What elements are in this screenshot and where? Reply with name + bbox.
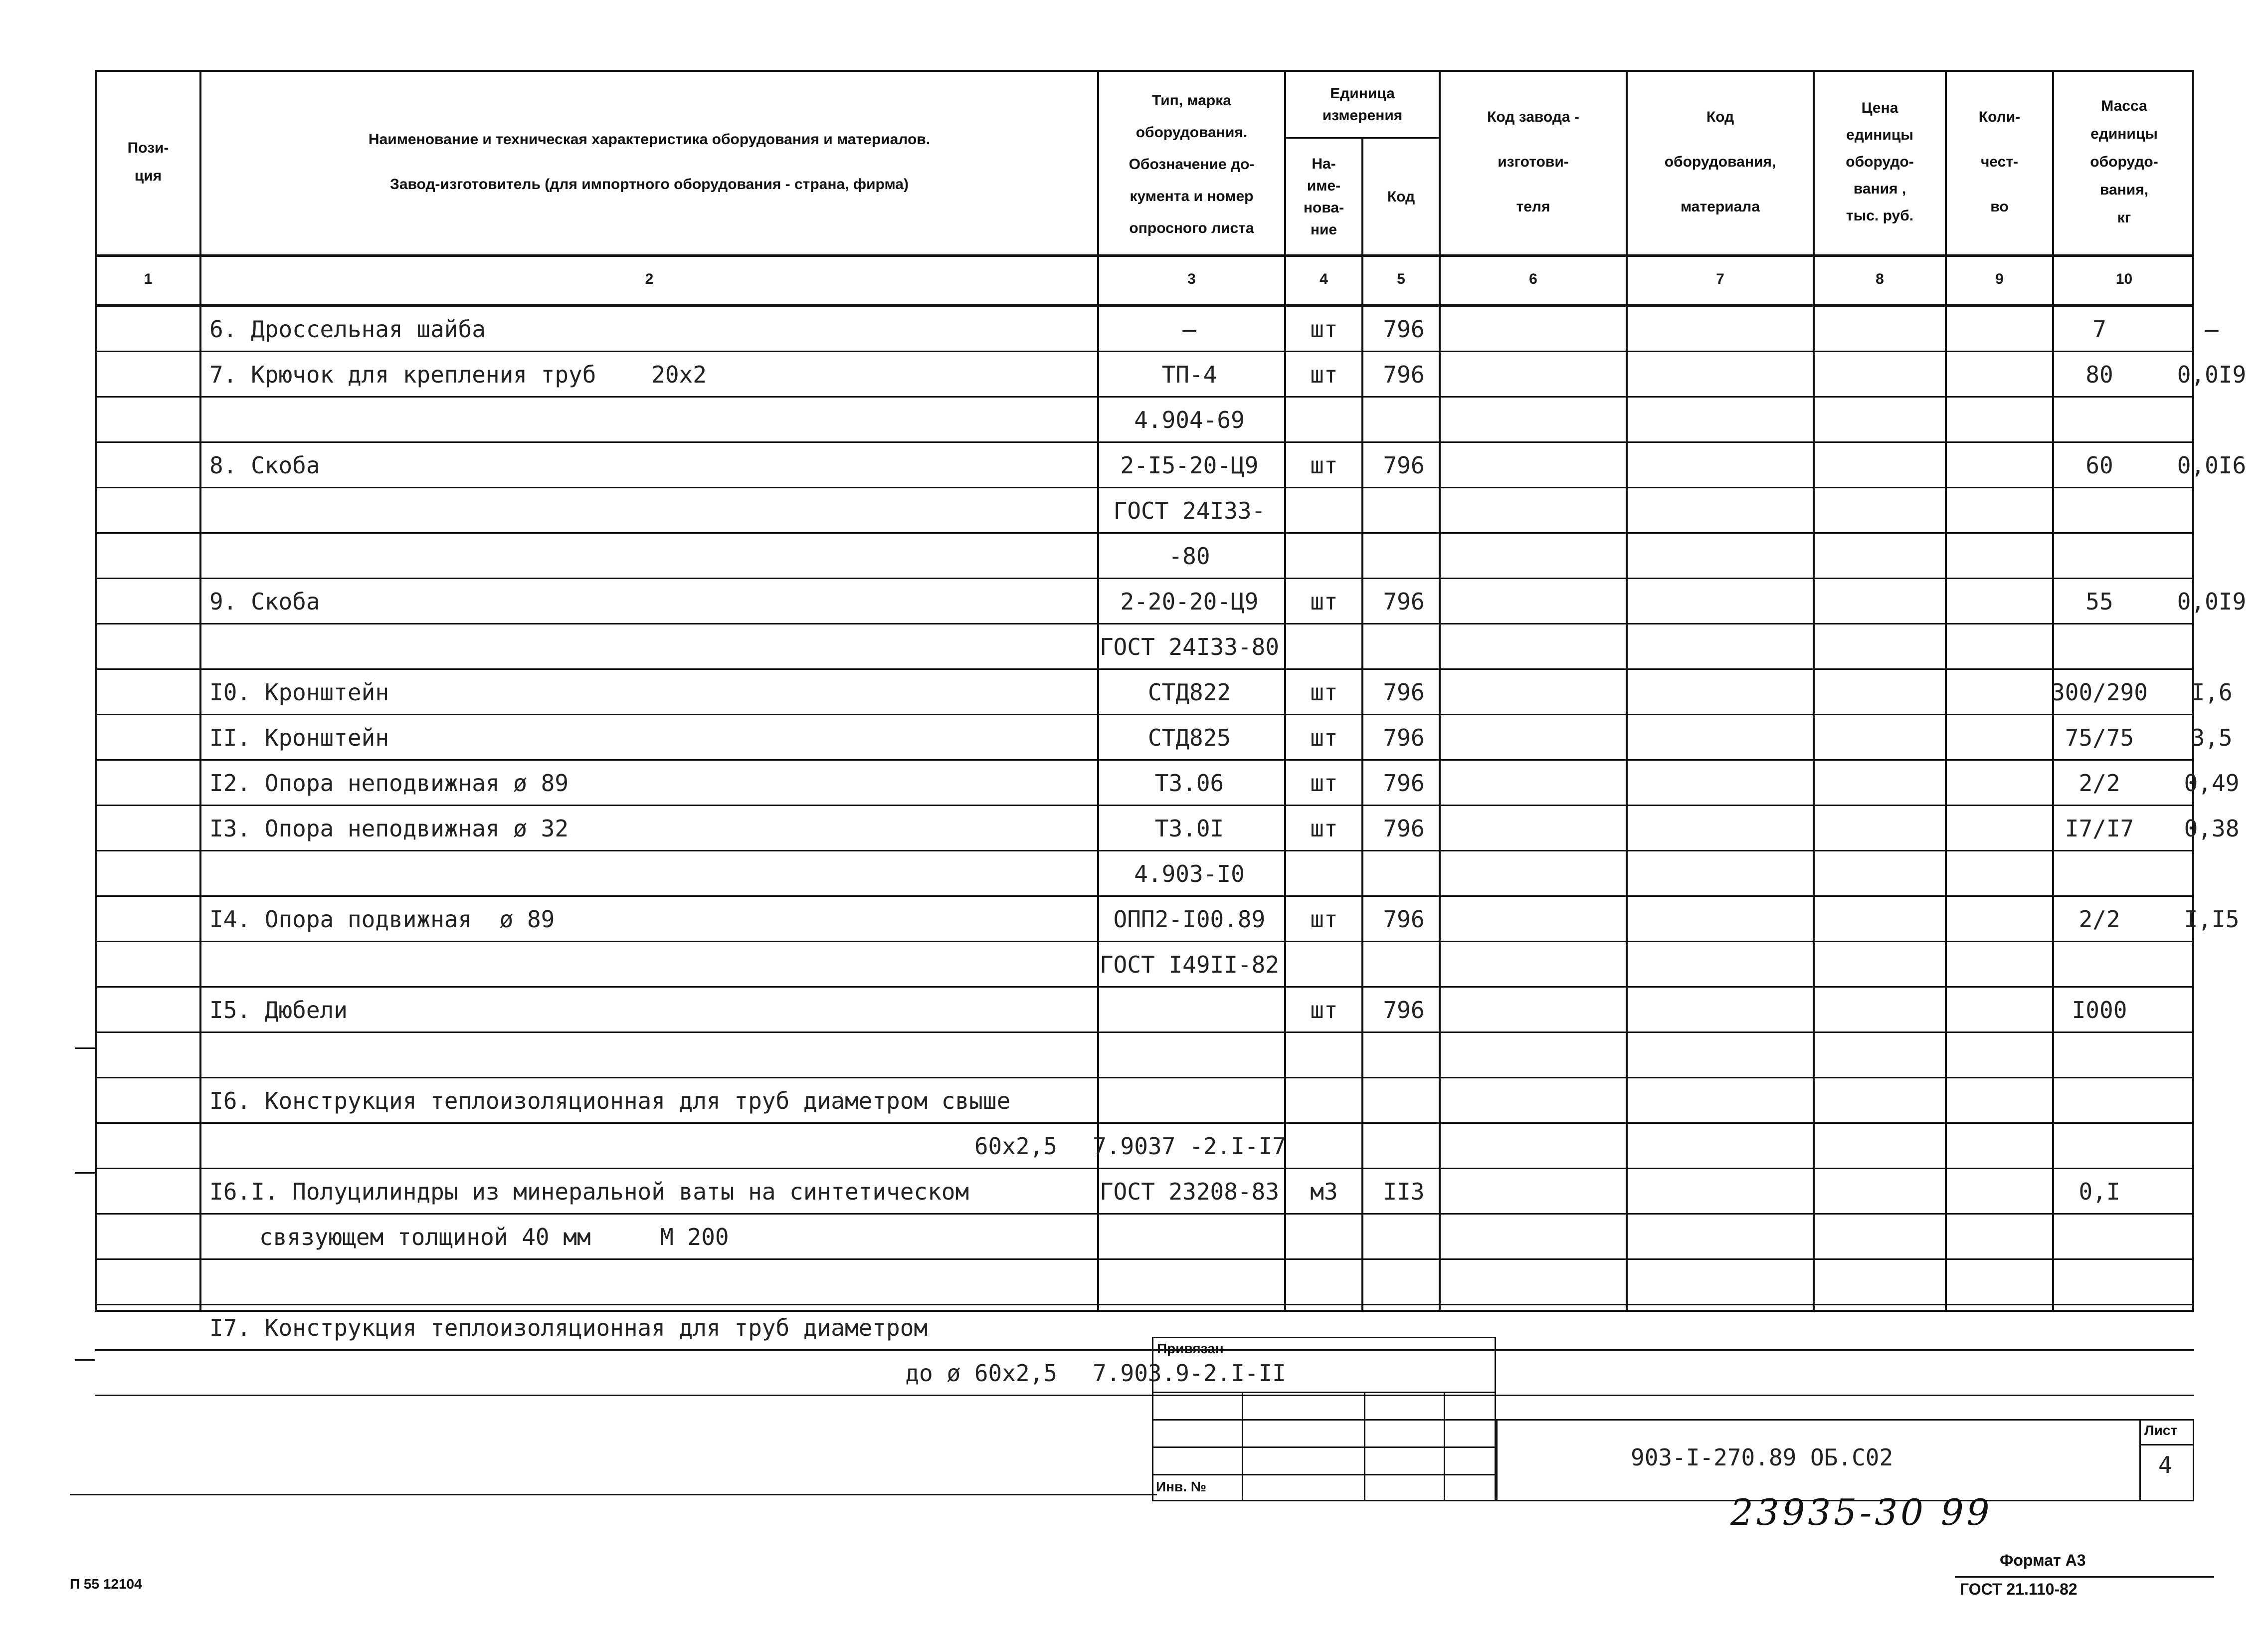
table-row <box>95 1305 2194 1350</box>
item-unit: шт <box>1310 452 1338 479</box>
table-row <box>95 806 2240 851</box>
table-row <box>95 715 2233 760</box>
item-unit: шт <box>1310 906 1338 933</box>
column-number: 5 <box>1397 271 1405 287</box>
item-unit: шт <box>1310 316 1338 343</box>
header-mass: Масса единицы оборудо- вания, кг <box>2090 98 2158 226</box>
item-mass <box>2152 942 2268 987</box>
header-unit-code: Код <box>1387 189 1415 205</box>
item-quantity: 0,I <box>2079 1178 2120 1205</box>
item-unit: шт <box>1310 815 1338 842</box>
item-mass <box>2152 1215 2268 1259</box>
item-document: Т3.06 <box>1154 770 1224 797</box>
table-row <box>95 988 2194 1032</box>
item-name: I6. Конструкция теплоизоляционная для труб диаметром свыше <box>209 1087 1011 1114</box>
stamp-inv-label: Инв. № <box>1156 1479 1207 1494</box>
column-number: 1 <box>144 271 153 287</box>
item-mass <box>2152 1033 2268 1078</box>
standard-label: ГОСТ 21.110-82 <box>1960 1580 2078 1598</box>
item-name <box>209 488 1132 533</box>
sheet-box-line <box>2139 1444 2194 1445</box>
item-unit-code <box>1366 1078 1441 1123</box>
item-mass: 0,38 <box>2184 815 2240 842</box>
item-unit-code <box>1366 624 1441 669</box>
table-row <box>95 624 2194 669</box>
item-quantity <box>2050 1033 2149 1078</box>
item-unit-code: 796 <box>1383 906 1425 933</box>
item-name <box>209 534 1132 579</box>
stamp-col-line <box>1364 1392 1365 1501</box>
item-quantity <box>2050 1124 2149 1169</box>
item-quantity <box>2050 1305 2149 1350</box>
table-row <box>95 942 2194 987</box>
table-row <box>95 1351 2194 1396</box>
item-quantity <box>2050 1260 2149 1305</box>
item-quantity <box>2050 942 2149 987</box>
item-unit-code: 796 <box>1383 361 1425 388</box>
column-number: 3 <box>1187 271 1196 287</box>
item-name <box>209 1033 1132 1078</box>
item-mass <box>2152 624 2268 669</box>
item-document: 7.9037 -2.I-I7 <box>1093 1133 1286 1160</box>
margin-tick <box>75 1172 95 1174</box>
item-mass: 0,0I9 <box>2177 588 2247 615</box>
item-mass <box>2152 851 2268 896</box>
item-mass: 0,49 <box>2184 770 2240 797</box>
item-unit-code: 796 <box>1383 997 1425 1024</box>
stamp-bound-label: Привязан <box>1157 1341 1224 1356</box>
item-mass: 3,5 <box>2191 724 2233 751</box>
item-quantity <box>2050 1078 2149 1123</box>
item-document: – <box>1182 316 1196 343</box>
column-number: 8 <box>1876 271 1884 287</box>
table-row <box>95 1260 2194 1305</box>
item-name: I6.I. Полуцилиндры из минеральной ваты на синтетическом <box>209 1178 969 1205</box>
sheet-label: Лист <box>2144 1423 2178 1438</box>
item-name: 6. Дроссельная шайба <box>209 316 486 343</box>
item-unit <box>1287 942 1361 987</box>
item-document <box>1097 1033 1282 1078</box>
item-mass: I,6 <box>2191 679 2233 706</box>
item-name: I2. Опора неподвижная ø 89 <box>209 770 569 797</box>
item-document: СТД825 <box>1147 724 1231 751</box>
item-document: Т3.0I <box>1154 815 1224 842</box>
item-mass <box>2152 488 2268 533</box>
item-mass: I,I5 <box>2184 906 2240 933</box>
item-unit: м3 <box>1310 1178 1338 1205</box>
table-row <box>95 897 2240 942</box>
item-document <box>1097 988 1282 1032</box>
item-unit-code: 796 <box>1383 588 1425 615</box>
item-unit <box>1287 1215 1361 1259</box>
item-unit-code <box>1366 1124 1441 1169</box>
item-unit-code <box>1366 534 1441 579</box>
item-quantity: 2/2 <box>2079 906 2120 933</box>
item-quantity: 60 <box>2085 452 2113 479</box>
footer-right-line <box>1955 1576 2214 1578</box>
item-document: -80 <box>1168 543 1210 570</box>
column-number: 10 <box>2115 271 2133 287</box>
item-mass: – <box>2205 316 2219 343</box>
handwritten-number: 23935-30 99 <box>1730 1491 1993 1533</box>
item-mass <box>2152 988 2268 1032</box>
table-row <box>95 670 2233 715</box>
item-quantity: 2/2 <box>2079 770 2120 797</box>
header-price: Цена единицы оборудо- вания , тыс. руб. <box>1846 100 1914 224</box>
table-row <box>95 761 2240 806</box>
item-quantity: 7 <box>2092 316 2106 343</box>
item-unit-code <box>1366 1215 1441 1259</box>
table-row <box>95 1033 2194 1078</box>
sheet-box-divider <box>2139 1419 2141 1501</box>
item-unit-code: 796 <box>1383 815 1425 842</box>
item-name: 7. Крючок для крепления труб 20x2 <box>209 361 707 388</box>
item-unit-code: 796 <box>1383 724 1425 751</box>
item-quantity <box>2050 534 2149 579</box>
header-unit-name: На- име- нова- ние <box>1303 156 1344 238</box>
table-row <box>95 443 2247 488</box>
table-row <box>95 352 2247 397</box>
item-name: I5. Дюбели <box>209 997 348 1024</box>
item-quantity <box>2050 851 2149 896</box>
item-unit-code: 796 <box>1383 316 1425 343</box>
header-position: Пози- ция <box>127 140 169 184</box>
item-name <box>209 624 1132 669</box>
item-quantity: 75/75 <box>2065 724 2134 751</box>
item-document <box>1097 1078 1282 1123</box>
item-document: ГОСТ 24I33-80 <box>1099 633 1280 660</box>
item-quantity <box>2050 488 2149 533</box>
item-quantity: I7/I7 <box>2065 815 2134 842</box>
item-document: СТД822 <box>1147 679 1231 706</box>
table-row <box>95 398 2194 442</box>
item-document <box>1097 1260 1282 1305</box>
item-quantity <box>2050 1351 2149 1396</box>
footer-line <box>70 1494 1157 1495</box>
item-unit: шт <box>1310 997 1338 1024</box>
margin-tick <box>75 1047 95 1049</box>
item-unit <box>1287 1124 1361 1169</box>
item-name: 8. Скоба <box>209 452 320 479</box>
item-document: ТП-4 <box>1161 361 1217 388</box>
item-unit-code <box>1366 1033 1441 1078</box>
item-document: 2-I5-20-Ц9 <box>1120 452 1259 479</box>
item-document <box>1097 1215 1282 1259</box>
item-quantity: 80 <box>2085 361 2113 388</box>
item-document: ОПП2-I00.89 <box>1113 906 1266 933</box>
item-unit-code <box>1366 1260 1441 1305</box>
table-row <box>95 579 2247 624</box>
item-unit-code: II3 <box>1383 1178 1425 1205</box>
header-plant-code: Код завода - изготови- теля <box>1487 109 1579 215</box>
header-equipment-code: Код оборудования, материала <box>1664 109 1776 215</box>
item-quantity: I000 <box>2072 997 2127 1024</box>
item-unit-code <box>1366 851 1441 896</box>
header-quantity: Коли- чест- во <box>1978 109 2021 215</box>
item-name <box>209 398 1132 442</box>
table-row <box>95 1124 2194 1169</box>
item-unit <box>1287 488 1361 533</box>
stamp-col-line <box>1444 1392 1445 1501</box>
item-quantity: 55 <box>2085 588 2113 615</box>
column-number: 4 <box>1320 271 1328 287</box>
print-code: П 55 12104 <box>70 1576 142 1592</box>
item-document: ГОСТ 24I33- <box>1113 497 1266 524</box>
document-number: 903-I-270.89 ОБ.С02 <box>1631 1444 1893 1471</box>
item-unit-code <box>1366 488 1441 533</box>
item-name: связующем толщиной 40 мм М 200 <box>259 1224 729 1250</box>
stamp-col-line <box>1242 1392 1243 1501</box>
item-unit <box>1287 1033 1361 1078</box>
table-row <box>95 534 2194 579</box>
item-name <box>209 942 1132 987</box>
item-unit-code <box>1366 942 1441 987</box>
header-type-doc: Тип, марка оборудования. Обозначение до- кумента и номер опросного листа <box>1129 92 1255 236</box>
item-name: до ø 60x2,5 <box>905 1360 1057 1387</box>
item-quantity: 300/290 <box>2051 679 2148 706</box>
item-document: 7.903.9-2.I-II <box>1093 1360 1286 1387</box>
table-row <box>95 1078 2194 1123</box>
item-unit <box>1287 1078 1361 1123</box>
item-unit: шт <box>1310 770 1338 797</box>
item-mass <box>2152 1124 2268 1169</box>
item-mass <box>2152 398 2268 442</box>
header-name: Наименование и техническая характеристика оборудования и материалов. Завод-изготовитель (для импортного оборудования - страна, фирма) <box>368 131 931 193</box>
item-unit-code: 796 <box>1383 770 1425 797</box>
item-unit <box>1287 1260 1361 1305</box>
item-quantity <box>2050 398 2149 442</box>
item-mass <box>2152 534 2268 579</box>
item-unit: шт <box>1310 679 1338 706</box>
item-name: I4. Опора подвижная ø 89 <box>209 906 555 933</box>
table-row <box>95 307 2219 352</box>
item-mass <box>2152 1351 2268 1396</box>
item-name: 9. Скоба <box>209 588 320 615</box>
item-name: I3. Опора неподвижная ø 32 <box>209 815 569 842</box>
sheet-number: 4 <box>2158 1451 2172 1478</box>
item-mass <box>2152 1078 2268 1123</box>
header-unit-group: Единица измерения <box>1322 85 1403 124</box>
item-name: 60x2,5 <box>974 1133 1057 1160</box>
item-mass: 0,0I9 <box>2177 361 2247 388</box>
column-number: 7 <box>1716 271 1724 287</box>
item-quantity <box>2050 1215 2149 1259</box>
column-number: 6 <box>1529 271 1537 287</box>
item-mass: 0,0I6 <box>2177 452 2247 479</box>
item-unit <box>1287 534 1361 579</box>
item-unit <box>1287 624 1361 669</box>
column-number: 2 <box>645 271 654 287</box>
item-name <box>209 851 1132 896</box>
item-mass <box>2152 1260 2268 1305</box>
item-name: I0. Кронштейн <box>209 679 389 706</box>
item-name <box>209 1260 1132 1305</box>
item-mass <box>2152 1169 2268 1214</box>
table-row <box>95 1215 2194 1259</box>
item-unit: шт <box>1310 588 1338 615</box>
item-mass <box>2152 1305 2268 1350</box>
item-document: 4.904-69 <box>1134 407 1245 433</box>
table-row <box>95 851 2194 896</box>
item-name: I7. Конструкция теплоизоляционная для труб диаметром <box>209 1314 928 1341</box>
item-document: ГОСТ 23208-83 <box>1099 1178 1280 1205</box>
item-unit-code: 796 <box>1383 452 1425 479</box>
item-document: 4.903-I0 <box>1134 860 1245 887</box>
item-unit-code <box>1366 398 1441 442</box>
item-quantity <box>2050 624 2149 669</box>
item-unit: шт <box>1310 361 1338 388</box>
table-row <box>95 1169 2194 1214</box>
column-number: 9 <box>1995 271 2004 287</box>
margin-tick <box>75 1359 95 1361</box>
item-unit <box>1287 398 1361 442</box>
item-unit: шт <box>1310 724 1338 751</box>
format-label: Формат А3 <box>2000 1551 2086 1569</box>
item-unit <box>1287 851 1361 896</box>
item-name: II. Кронштейн <box>209 724 389 751</box>
item-document: 2-20-20-Ц9 <box>1120 588 1259 615</box>
item-document: ГОСТ I49II-82 <box>1099 951 1280 978</box>
item-unit-code: 796 <box>1383 679 1425 706</box>
table-row <box>95 488 2194 533</box>
